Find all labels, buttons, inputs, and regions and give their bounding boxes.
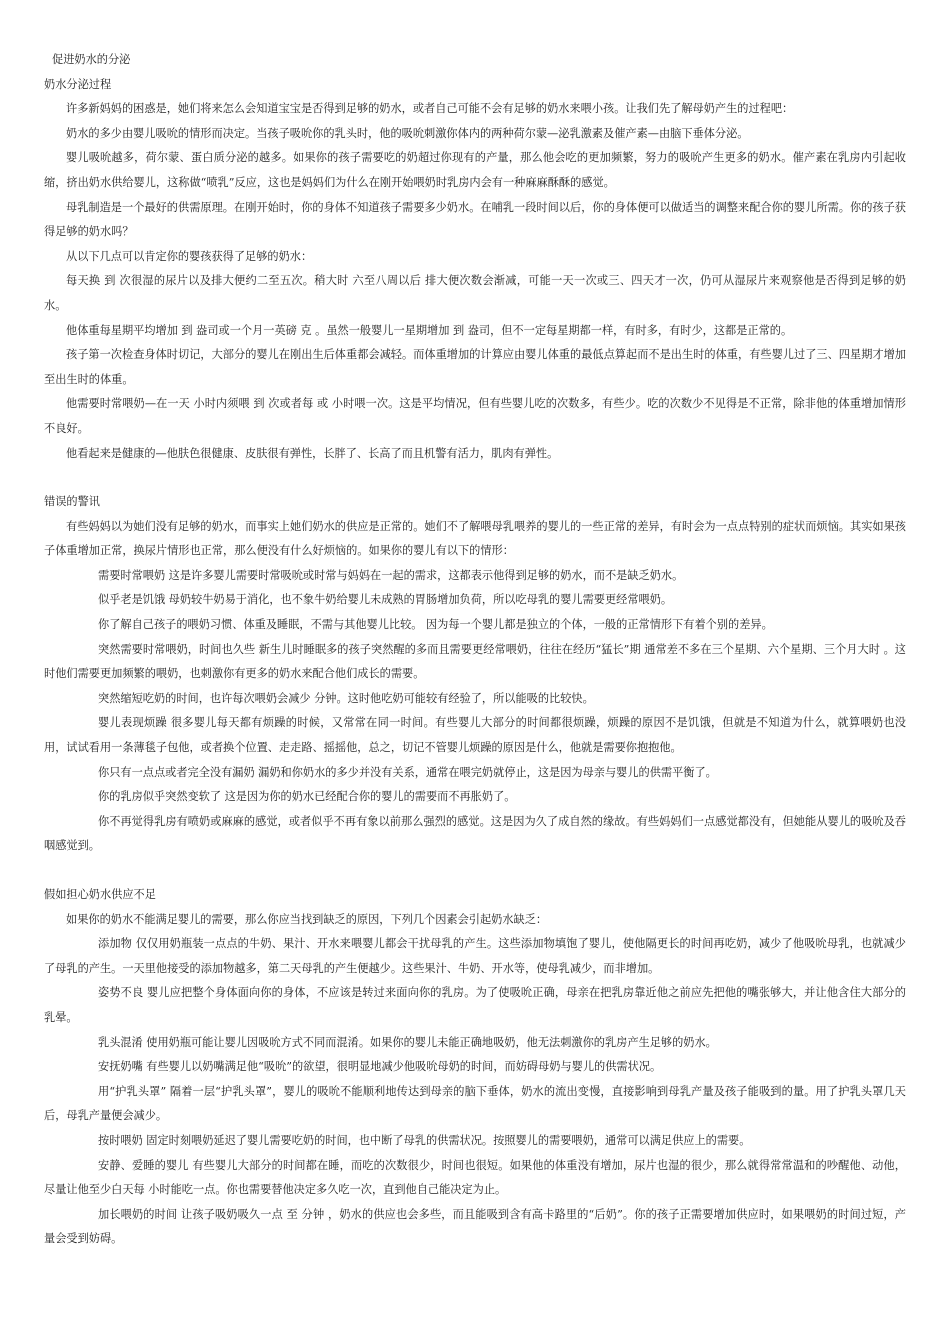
list-item: 婴儿表现烦躁 很多婴儿每天都有烦躁的时候，又常常在同一时间。有些婴儿大部分的时间都很烦躁，烦躁的原因不是饥饿，但就是不知道为什么，就算喂奶也没用，试试看用一条薄毯子包他，或者换个位置、走走路、摇摇他，总之，切记不管婴儿烦躁的原因是什么，他就是需要你抱抱他。 bbox=[44, 716, 906, 755]
paragraph: 婴儿吸吮越多，荷尔蒙、蛋白质分泌的越多。如果你的孩子需要吃的奶超过你现有的产量，那么他会吃的更加频繁，努力的吸吮产生更多的奶水。催产素在乳房内引起收缩，挤出奶水供给婴儿，这称做“喷乳”反应，这也是妈妈们为什么在刚开始喂奶时乳房内会有一种麻麻酥酥的感觉。 bbox=[44, 151, 906, 189]
list-item: 添加物 仅仅用奶瓶装一点点的牛奶、果汁、开水来喂婴儿都会干扰母乳的产生。这些添加物填饱了婴儿，使他隔更长的时间再吃奶，减少了他吸吮母乳，也就减少了母乳的产生。一天里他接受的添加物越多，第二天母乳的产生便越少。这些果汁、牛奶、开水等，使母乳减少，而非增加。 bbox=[44, 937, 906, 975]
document-page bbox=[44, 48, 906, 1252]
section-gap bbox=[44, 466, 906, 490]
paragraph: 他看起来是健康的—他肤色很健康、皮肤很有弹性，长胖了、长高了而且机警有活力，肌肉有弹性。 bbox=[66, 446, 559, 460]
document-title: 促进奶水的分泌 bbox=[52, 53, 131, 66]
list-item: 安抚奶嘴 有些婴儿以奶嘴满足他“吸吮”的欲望，很明显地减少他吸吮母奶的时间，而妨碍母奶与婴儿的供需状况。 bbox=[98, 1060, 662, 1074]
list-item: 安静、爱睡的婴儿 有些婴儿大部分的时间都在睡，而吃的次数很少，时间也很短。如果他的体重没有增加，尿片也湿的很少，那么就得常常温和的吵醒他、动他，尽量让他至少白天每 小时能吃一点。你也需要替他决定多久吃一次，直到他自己能决定为止。 bbox=[44, 1158, 906, 1197]
list-item: 突然缩短吃奶的时间，也许每次喂奶会减少 分钟。这时他吃奶可能较有经验了，所以能吸的比较快。 bbox=[98, 691, 594, 705]
paragraph: 孩子第一次检查身体时切记，大部分的婴儿在刚出生后体重都会减轻。而体重增加的计算应由婴儿体重的最低点算起而不是出生时的体重，有些婴儿过了三、四星期才增加至出生时的体重。 bbox=[44, 348, 906, 386]
section-heading-false-alarms: 错误的警讯 bbox=[44, 495, 100, 509]
list-item: 乳头混淆 使用奶瓶可能让婴儿因吸吮方式不同而混淆。如果你的婴儿未能正确地吸奶，他无法刺激你的乳房产生足够的奶水。 bbox=[98, 1035, 717, 1049]
list-item: 你了解自己孩子的喂奶习惯、体重及睡眠，不需与其他婴儿比较。 因为每一个婴儿都是独立的个体，一般的正常情形下有着个别的差异。 bbox=[98, 618, 773, 632]
list-item: 按时喂奶 固定时刻喂奶延迟了婴儿需要吃奶的时间，也中断了母乳的供需状况。按照婴儿的需要喂奶，通常可以满足供应上的需要。 bbox=[98, 1133, 751, 1147]
paragraph: 每天换 到 次很湿的尿片以及排大便约二至五次。稍大时 六至八周以后 排大便次数会渐减，可能一天一次或三、四天才一次，仍可从湿尿片来观察他是否得到足够的奶水。 bbox=[44, 274, 906, 312]
paragraph: 从以下几点可以肯定你的婴孩获得了足够的奶水： bbox=[66, 249, 313, 263]
list-item: 姿势不良 婴儿应把整个身体面向你的身体，不应该是转过来面向你的乳房。为了使吸吮正确，母亲在把乳房靠近他之前应先把他的嘴张够大，并让他含住大部分的乳晕。 bbox=[44, 986, 906, 1024]
list-item: 用“护乳头罩” 隔着一层“护乳头罩”，婴儿的吸吮不能顺利地传达到母亲的脑下垂体，奶水的流出变慢，直接影响到母乳产量及孩子能吸到的量。用了护乳头罩几天后，母乳产量便会减少。 bbox=[44, 1084, 906, 1123]
list-item: 你的乳房似乎突然变软了 这是因为你的奶水已经配合你的婴儿的需要而不再胀奶了。 bbox=[98, 790, 516, 804]
list-item: 你只有一点点或者完全没有漏奶 漏奶和你奶水的多少并没有关系，通常在喂完奶就停止，这是因为母亲与婴儿的供需平衡了。 bbox=[98, 765, 717, 779]
list-item: 需要时常喂奶 这是许多婴儿需要时常吸吮或时常与妈妈在一起的需求，这都表示他得到足够的奶水，而不是缺乏奶水。 bbox=[98, 568, 684, 582]
paragraph: 母乳制造是一个最好的供需原理。在刚开始时，你的身体不知道孩子需要多少奶水。在哺乳一段时间以后，你的身体便可以做适当的调整来配合你的婴儿所需。你的孩子获得足够的奶水吗？ bbox=[44, 200, 906, 239]
paragraph: 有些妈妈以为她们没有足够的奶水，而事实上她们奶水的供应是正常的。她们不了解喂母乳喂养的婴儿的一些正常的差异，有时会为一点点特别的症状而烦恼。其实如果孩子体重增加正常，换尿片情形也正常，那么便没有什么好烦恼的。如果你的婴儿有以下的情形： bbox=[44, 519, 906, 558]
list-item: 似乎老是饥饿 母奶较牛奶易于消化，也不象牛奶给婴儿未成熟的胃肠增加负荷，所以吃母乳的婴儿需要更经常喂奶。 bbox=[98, 593, 673, 607]
section-gap bbox=[44, 859, 906, 883]
list-item: 你不再觉得乳房有喷奶或麻麻的感觉，或者似乎不再有象以前那么强烈的感觉。这是因为久了成自然的缘故。有些妈妈们一点感觉都没有，但她能从婴儿的吸吮及吞咽感觉到。 bbox=[44, 814, 906, 853]
section-heading-supply-worries: 假如担心奶水供应不足 bbox=[44, 888, 156, 901]
paragraph: 他需要时常喂奶—在一天 小时内须喂 到 次或者每 或 小时喂一次。这是平均情况，但有些婴儿吃的次数多，有些少。吃的次数少不见得是不正常，除非他的体重增加情形不良好。 bbox=[44, 397, 906, 435]
paragraph: 他体重每星期平均增加 到 盎司或一个月一英磅 克 。虽然一般婴儿一星期增加 到 盎司，但不一定每星期都一样，有时多，有时少，这都是正常的。 bbox=[66, 323, 793, 337]
paragraph: 奶水的多少由婴儿吸吮的情形而决定。当孩子吸吮你的乳头时，他的吸吮刺激你体内的两种荷尔蒙—泌乳激素及催产素—由脑下垂体分泌。 bbox=[66, 126, 749, 140]
list-item: 加长喂奶的时间 让孩子吸奶吸久一点 至 分钟 ，奶水的供应也会多些，而且能吸到含有高卡路里的“后奶”。你的孩子正需要增加供应时，如果喂奶的时间过短，产量会受到妨碍。 bbox=[44, 1207, 906, 1246]
paragraph: 如果你的奶水不能满足婴儿的需要，那么你应当找到缺乏的原因，下列几个因素会引起奶水缺乏： bbox=[66, 912, 548, 926]
paragraph: 许多新妈妈的困惑是，她们将来怎么会知道宝宝是否得到足够的奶水，或者自己可能不会有足够的奶水来喂小孩。让我们先了解母奶产生的过程吧： bbox=[66, 102, 794, 116]
section-heading-milk-secretion: 奶水分泌过程 bbox=[44, 77, 112, 91]
list-item: 突然需要时常喂奶，时间也久些 新生儿时睡眠多的孩子突然醒的多而且需要更经常喂奶，往往在经历“猛长”期 通常差不多在三个星期、六个星期、三个月大时 。这时他们需要更加频繁的喂奶，也刺激你有更多的奶水来配合他们成长的需要。 bbox=[44, 642, 906, 681]
